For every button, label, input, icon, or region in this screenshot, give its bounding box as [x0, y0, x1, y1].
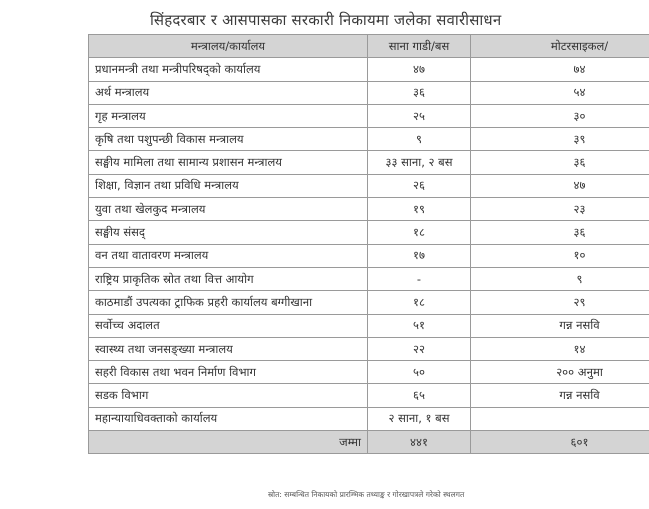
- table-row: [89, 407, 649, 430]
- total-motorcycles: ६०१: [471, 431, 649, 454]
- cell-cars: २६: [368, 174, 471, 197]
- cell-office: सङ्घीय मामिला तथा सामान्य प्रशासन मन्त्रालय: [89, 151, 368, 174]
- cell-motorcycles: ३९: [471, 128, 649, 151]
- table-row: [89, 128, 649, 151]
- cell-motorcycles: २९: [471, 291, 649, 314]
- cell-office: युवा तथा खेलकुद मन्त्रालय: [89, 198, 368, 221]
- cell-office: काठमाडौं उपत्यका ट्राफिक प्रहरी कार्यालय बग्गीखाना: [89, 291, 368, 314]
- cell-cars: १९: [368, 198, 471, 221]
- vehicles-table: [88, 34, 649, 454]
- table-row: [89, 174, 649, 197]
- cell-cars: २५: [368, 104, 471, 127]
- cell-office: अर्थ मन्त्रालय: [89, 81, 368, 104]
- table-row: [89, 361, 649, 384]
- table-row: [89, 267, 649, 290]
- table-row: [89, 198, 649, 221]
- cell-office: वन तथा वातावरण मन्त्रालय: [89, 244, 368, 267]
- table-row: [89, 291, 649, 314]
- vehicles-table-container: [88, 34, 649, 475]
- total-row: [89, 431, 649, 454]
- cell-motorcycles: गन्न नसवि: [471, 384, 649, 407]
- cell-cars: ३३ साना, २ बस: [368, 151, 471, 174]
- cell-motorcycles: ९: [471, 267, 649, 290]
- table-row: [89, 104, 649, 127]
- cell-motorcycles: ५४: [471, 81, 649, 104]
- cell-office: सर्वोच्च अदालत: [89, 314, 368, 337]
- table-row: [89, 244, 649, 267]
- cell-office: सहरी विकास तथा भवन निर्माण विभाग: [89, 361, 368, 384]
- table-row: [89, 221, 649, 244]
- cell-motorcycles: ३६: [471, 151, 649, 174]
- table-title: सिंहदरबार र आसपासका सरकारी निकायमा जलेका सवारीसाधन: [150, 11, 502, 29]
- table-row: [89, 384, 649, 407]
- cell-cars: -: [368, 267, 471, 290]
- table-row: [89, 314, 649, 337]
- cell-office: गृह मन्त्रालय: [89, 104, 368, 127]
- source-note: स्रोत: सम्बन्धित निकायको प्रारम्भिक तथ्याङ्क र गोरखापत्रले गरेको स्थलगत: [268, 490, 465, 499]
- cell-cars: २ साना, १ बस: [368, 407, 471, 430]
- header-cars: साना गाडी/बस: [368, 35, 471, 58]
- total-label: जम्मा: [89, 431, 368, 454]
- cell-cars: ५०: [368, 361, 471, 384]
- cell-office: सङ्घीय संसद्: [89, 221, 368, 244]
- cell-office: शिक्षा, विज्ञान तथा प्रविधि मन्त्रालय: [89, 174, 368, 197]
- total-cars: ४४१: [368, 431, 471, 454]
- table-row: [89, 337, 649, 360]
- table-body: [89, 58, 649, 431]
- cell-cars: १८: [368, 221, 471, 244]
- header-motorcycles: मोटरसाइकल/: [471, 35, 649, 58]
- cell-office: महान्यायाधिवक्ताको कार्यालय: [89, 407, 368, 430]
- cell-cars: २२: [368, 337, 471, 360]
- table-row: [89, 58, 649, 81]
- cell-office: राष्ट्रिय प्राकृतिक स्रोत तथा वित्त आयोग: [89, 267, 368, 290]
- cell-office: प्रधानमन्त्री तथा मन्त्रीपरिषद्को कार्यालय: [89, 58, 368, 81]
- table-header-row: [89, 35, 649, 58]
- cell-motorcycles: ३६: [471, 221, 649, 244]
- cell-cars: ३६: [368, 81, 471, 104]
- cell-motorcycles: १४: [471, 337, 649, 360]
- cell-office: सडक विभाग: [89, 384, 368, 407]
- cell-cars: १८: [368, 291, 471, 314]
- cell-cars: १७: [368, 244, 471, 267]
- cell-office: स्वास्थ्य तथा जनसङ्ख्या मन्त्रालय: [89, 337, 368, 360]
- cell-motorcycles: ४७: [471, 174, 649, 197]
- cell-cars: ६५: [368, 384, 471, 407]
- cell-motorcycles: १०: [471, 244, 649, 267]
- cell-motorcycles: ३०: [471, 104, 649, 127]
- table-row: [89, 151, 649, 174]
- cell-motorcycles: [471, 407, 649, 430]
- cell-motorcycles: ७४: [471, 58, 649, 81]
- cell-cars: ४७: [368, 58, 471, 81]
- cell-office: कृषि तथा पशुपन्छी विकास मन्त्रालय: [89, 128, 368, 151]
- cell-cars: ९: [368, 128, 471, 151]
- table-row: [89, 81, 649, 104]
- cell-motorcycles: गन्न नसवि: [471, 314, 649, 337]
- cell-cars: ५१: [368, 314, 471, 337]
- cell-motorcycles: २३: [471, 198, 649, 221]
- header-office: मन्त्रालय/कार्यालय: [89, 35, 368, 58]
- cell-motorcycles: २०० अनुमा: [471, 361, 649, 384]
